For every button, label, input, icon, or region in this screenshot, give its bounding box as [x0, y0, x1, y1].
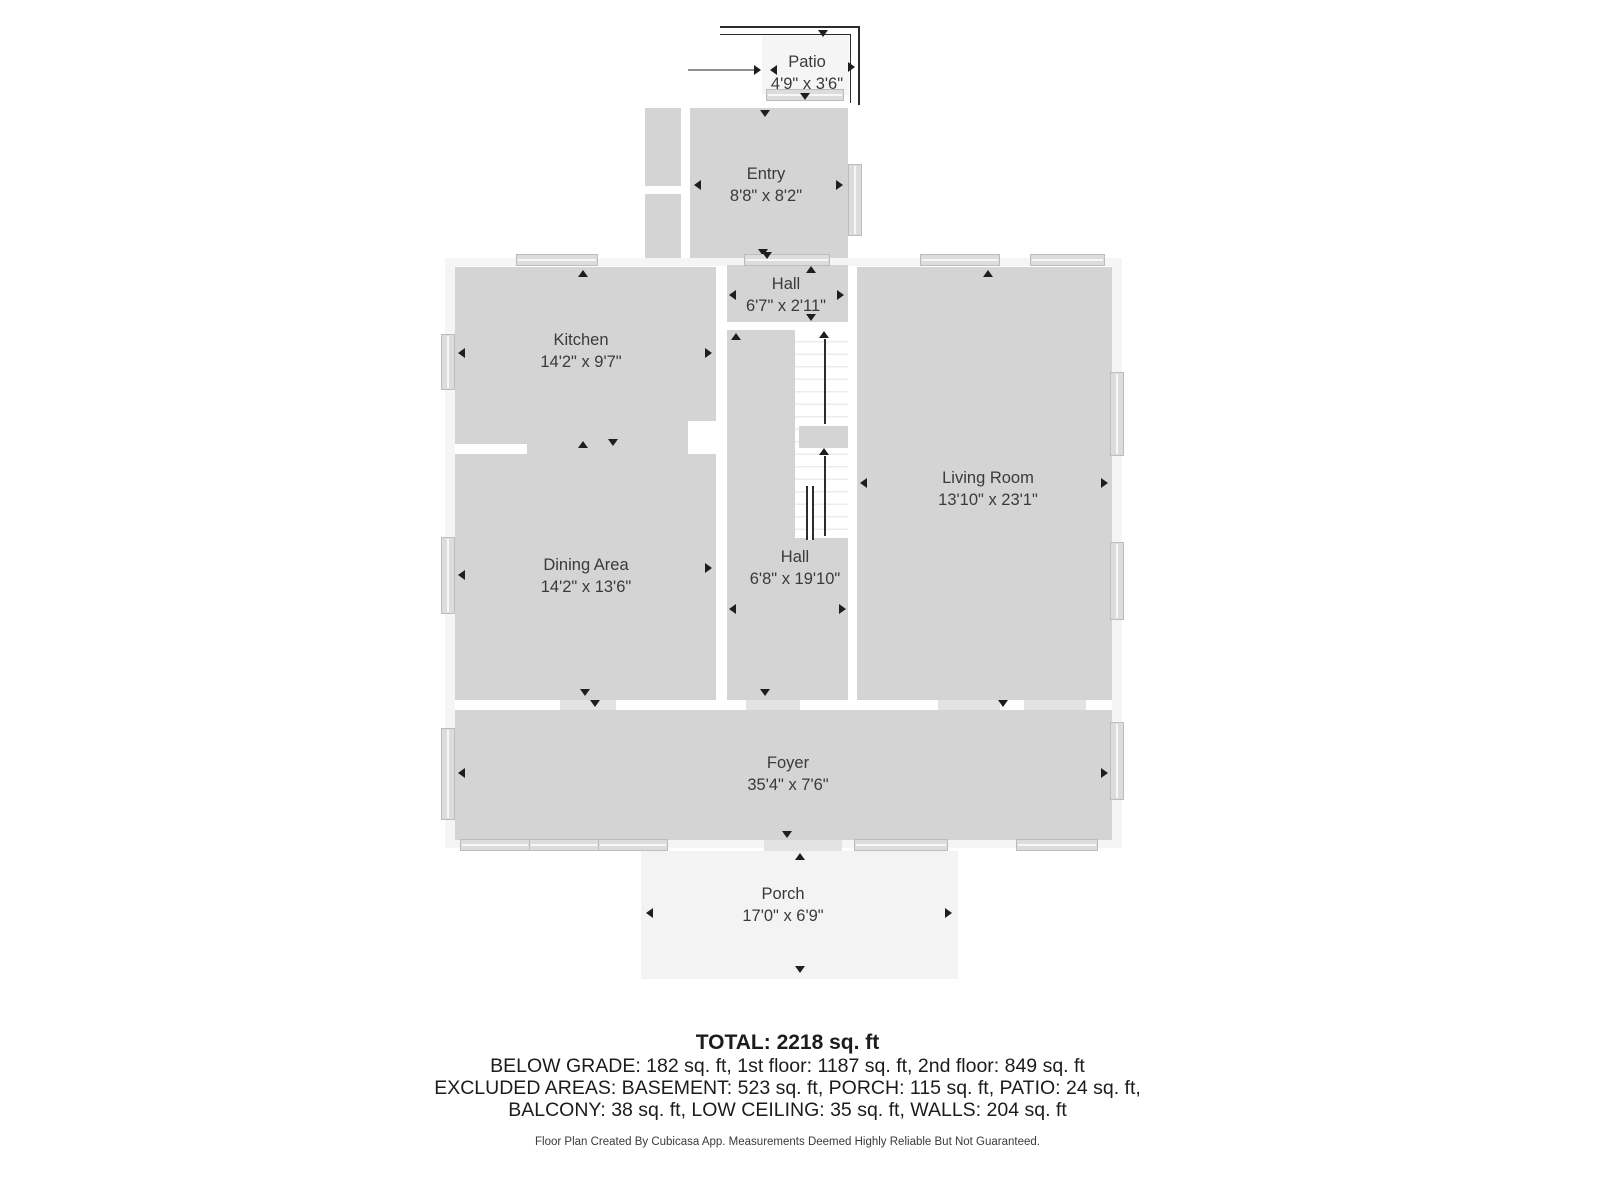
door-opening — [764, 840, 842, 851]
disclaimer-note: Floor Plan Created By Cubicasa App. Measurements Deemed Highly Reliable But Not Guaranteed. — [535, 1136, 1040, 1148]
window — [1016, 839, 1098, 851]
dimension-arrow — [590, 700, 600, 707]
room-label-living — [938, 467, 1038, 511]
summary-line-excluded-1: EXCLUDED AREAS: BASEMENT: 523 sq. ft, PORCH: 115 sq. ft, PATIO: 24 sq. ft, — [434, 1077, 1141, 1099]
room-dims: 17'0" x 6'9" — [742, 907, 824, 925]
room-name: Entry — [746, 165, 786, 183]
window — [1110, 372, 1124, 456]
dimension-arrow — [731, 333, 741, 340]
dimension-arrow — [754, 65, 761, 75]
window — [460, 839, 530, 851]
stair-handrail — [806, 486, 814, 540]
dimension-arrow — [729, 290, 736, 300]
stair-landing — [799, 426, 848, 448]
dimension-arrow — [806, 314, 816, 321]
window — [920, 254, 1000, 266]
dimension-arrow — [806, 266, 816, 273]
dimension-arrow — [458, 768, 465, 778]
dimension-arrow — [608, 439, 618, 446]
dimension-arrow — [839, 604, 846, 614]
window — [1030, 254, 1105, 266]
door-opening — [938, 700, 1000, 710]
dimension-arrow — [837, 290, 844, 300]
window — [598, 839, 668, 851]
dimension-arrow — [818, 30, 828, 37]
room-label-patio — [771, 51, 843, 95]
dimension-arrow — [860, 478, 867, 488]
dimension-arrow — [694, 180, 701, 190]
dimension-arrow — [795, 853, 805, 860]
room-label-hall-lower — [750, 546, 841, 590]
dimension-arrow — [729, 604, 736, 614]
window — [854, 839, 948, 851]
dimension-arrow — [1101, 768, 1108, 778]
window — [848, 164, 862, 236]
room-label-entry — [730, 163, 802, 207]
room-dims: 13'10" x 23'1" — [938, 491, 1038, 509]
room-name: Hall — [771, 275, 801, 293]
room-label-foyer — [747, 752, 828, 796]
room-dims: 4'9" x 3'6" — [770, 75, 844, 93]
total-area: TOTAL: 2218 sq. ft — [695, 1031, 880, 1054]
room-name: Patio — [788, 53, 826, 71]
room-name: Porch — [761, 885, 805, 903]
room-label-dining — [541, 554, 632, 598]
window — [441, 537, 455, 614]
dimension-arrow — [578, 270, 588, 277]
summary-line-excluded-2: BALCONY: 38 sq. ft, LOW CEILING: 35 sq. ft, WALLS: 204 sq. ft — [508, 1099, 1067, 1121]
door-opening — [1024, 700, 1086, 710]
room-label-hall-upper — [746, 273, 826, 317]
room-label-porch — [742, 883, 823, 927]
room-label-kitchen — [540, 329, 621, 373]
entry-closet-lower — [645, 194, 681, 258]
room-dims: 35'4" x 7'6" — [747, 776, 829, 794]
room-dims: 6'8" x 19'10" — [749, 570, 841, 588]
dimension-arrow — [762, 252, 772, 259]
window — [441, 334, 455, 390]
summary-line-floors: BELOW GRADE: 182 sq. ft, 1st floor: 1187 sq. ft, 2nd floor: 849 sq. ft — [490, 1055, 1085, 1077]
door-opening — [746, 700, 800, 710]
wall-segment — [688, 421, 716, 454]
dimension-arrow — [983, 270, 993, 277]
dimension-arrow — [458, 348, 465, 358]
room-dims: 14'2" x 13'6" — [540, 578, 632, 596]
dimension-arrow — [760, 689, 770, 696]
dimension-arrow — [458, 570, 465, 580]
dimension-arrow — [760, 110, 770, 117]
dimension-arrow — [646, 908, 653, 918]
dimension-arrow — [945, 908, 952, 918]
dimension-arrow — [795, 966, 805, 973]
room-name: Hall — [780, 548, 810, 566]
dimension-arrow — [705, 348, 712, 358]
window — [1110, 722, 1124, 800]
dimension-arrow — [705, 563, 712, 573]
room-dims: 8'8" x 8'2" — [729, 187, 803, 205]
area-summary — [0, 1030, 1575, 1121]
dimension-arrow — [578, 441, 588, 448]
window — [1110, 542, 1124, 620]
dimension-arrow — [1101, 478, 1108, 488]
entry-closet-upper — [645, 108, 681, 186]
window — [516, 254, 598, 266]
room-dims: 6'7" x 2'11" — [745, 297, 827, 315]
door-opening — [560, 700, 616, 710]
room-name: Foyer — [766, 754, 810, 772]
dimension-arrow — [848, 62, 855, 72]
stairs-up-arrow-icon — [819, 448, 829, 455]
stair-direction-line — [824, 339, 826, 424]
stairs-up-arrow-icon — [819, 331, 829, 338]
dimension-arrow — [998, 700, 1008, 707]
room-name: Kitchen — [553, 331, 609, 349]
dimension-arrow — [836, 180, 843, 190]
wall-segment — [455, 444, 527, 454]
patio-entry-arrow — [688, 69, 758, 71]
room-name: Dining Area — [543, 556, 629, 574]
dimension-arrow — [580, 689, 590, 696]
dimension-arrow — [782, 831, 792, 838]
window — [529, 839, 599, 851]
stair-direction-line — [824, 456, 826, 536]
window — [441, 728, 455, 820]
room-dims: 14'2" x 9'7" — [540, 353, 622, 371]
window — [744, 254, 830, 266]
room-name: Living Room — [942, 469, 1034, 487]
